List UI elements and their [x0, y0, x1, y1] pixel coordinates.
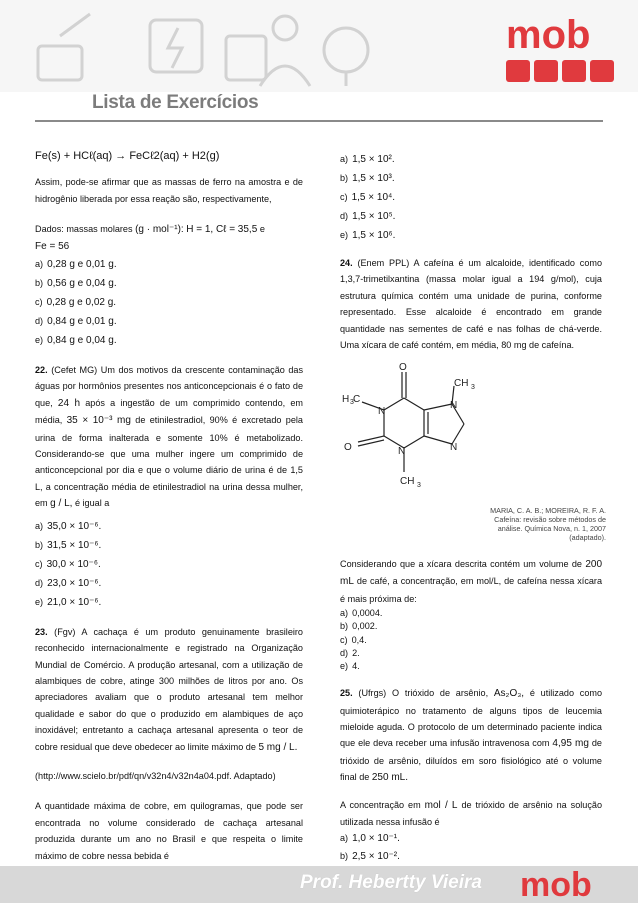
q25-options — [340, 830, 602, 865]
answer-option — [340, 169, 602, 188]
option-letter: d) — [35, 577, 44, 588]
option-text: 2. — [352, 647, 360, 658]
option-letter: b) — [340, 621, 349, 632]
option-text: 0,56 g e 0,04 g. — [47, 278, 117, 290]
option-text: 2,5 × 10⁻². — [352, 850, 400, 862]
caffeine-caption — [356, 506, 606, 542]
option-letter: a) — [340, 833, 349, 844]
option-text: 0,4. — [351, 634, 367, 645]
mol-sub3-left: 3 — [350, 399, 354, 406]
caption-line2: Cafeína: revisão sobre métodos de — [494, 515, 606, 524]
option-letter: e) — [35, 335, 44, 346]
q25-text-b: é utilizado como quimioterápico no tratamento de alguns tipos de leucemia mieloide aguda. O protocolo de um determinado paciente indica que ele deva receber uma infusão intravenosa com — [340, 688, 603, 749]
q23-body: A cachaça é um produto genuinamente brasileiro reconhecido internacionalmente e registrado na Organização Mundial de Comércio. A produção artesanal, com a utilização de alambiques de cobre, atinge 300 milhões de litros por ano. Os apreciadores avaliam que o produto artesanal tem melhor qualidade e sabor do que o produzido em alambiques de aço inoxidável; entretanto a cachaça artesanal apresenta o teor de cobre residual que deve obedecer ao limite máximo de — [35, 626, 303, 752]
option-letter: a) — [340, 608, 349, 619]
right-column-lower — [340, 556, 602, 865]
q22-source: (Cefet MG) — [51, 365, 98, 376]
mol-sub3-top: 3 — [471, 384, 475, 391]
q25-source: (Ufrgs) — [358, 688, 387, 699]
q24-volume: 200 mL — [340, 559, 603, 588]
dados-values: H = 1, Cℓ = 35,5 — [186, 224, 258, 236]
answer-option — [35, 312, 303, 331]
q24-question-a: Considerando que a xícara descrita contém um volume de — [340, 559, 582, 569]
option-text: 4. — [352, 661, 360, 672]
q21-dados — [35, 221, 303, 238]
q23-reference: (http://www.scielo.br/pdf/qn/v32n4/v32n4a04.pdf. Adaptado) — [35, 770, 276, 781]
option-text: 1,5 × 10⁶. — [352, 230, 396, 241]
title-divider — [35, 120, 603, 122]
mol-ch3-bot: CH — [400, 476, 415, 487]
q25-question-b: de trióxido de arsênio na solução utilizada nessa infusão é — [340, 799, 603, 828]
option-text: 1,5 × 10². — [352, 154, 395, 165]
answer-option — [340, 848, 602, 865]
q22-line3: de etinilestradiol, 90% é excretado pela urina de forma inalterada e somente 10% é metabolizado. Considerando-se que uma mulher ingere um comprimido de anticoncepcional por dia e que o volume diário de urina é de 1,5 L, a concentração média de etinilestradiol na urina dessa mulher, em — [35, 415, 303, 509]
answer-option — [340, 207, 602, 226]
mol-o-left: O — [344, 442, 352, 453]
q25-volume: 250 mL. — [371, 772, 408, 784]
option-letter: c) — [35, 297, 43, 308]
option-letter: b) — [35, 278, 44, 289]
mob-logo-footer — [520, 864, 620, 902]
q25-number: 25. — [340, 688, 353, 699]
option-letter: b) — [340, 850, 349, 861]
footer-logo-text: mob — [520, 866, 592, 902]
answer-option — [35, 293, 303, 312]
mob-logo-header — [506, 6, 624, 92]
logo-text: mob — [506, 13, 591, 57]
q21-intro: Assim, pode-se afirmar que as massas de ferro na amostra e de hidrogênio liberada por essa reação são, respectivamente, — [35, 177, 303, 204]
footer-author: Prof. Hebertty Vieira — [300, 872, 482, 893]
answer-option — [340, 607, 602, 620]
answer-option — [35, 574, 303, 593]
dados-fe: Fe = 56 — [35, 240, 70, 252]
option-text: 0,84 g e 0,01 g. — [47, 316, 117, 328]
option-letter: e) — [35, 596, 44, 607]
option-text: 31,5 × 10⁻⁶. — [47, 539, 102, 551]
caption-line3: análise. Química Nova, n. 1, 2007 — [497, 524, 606, 533]
q23-source: (Fgv) — [54, 626, 76, 637]
answer-option — [35, 517, 303, 536]
option-text: 0,28 g e 0,02 g. — [46, 297, 117, 309]
q25-formula: As₂O₃, — [493, 688, 525, 700]
answer-option — [35, 331, 303, 350]
mol-h3c-h: H — [342, 394, 350, 405]
option-letter: c) — [340, 192, 348, 202]
dados-prefix: Dados: massas molares — [35, 224, 133, 235]
option-letter: a) — [35, 520, 44, 531]
option-text: 1,0 × 10⁻¹. — [352, 833, 400, 845]
answer-option — [340, 620, 602, 633]
q22-line2: após a ingestão de um comprimido contendo, em média, — [35, 397, 303, 426]
q23-number: 23. — [35, 626, 48, 637]
q25-question-a: A concentração em — [340, 799, 421, 810]
q22-number: 22. — [35, 365, 48, 376]
q24-number: 24. — [340, 258, 353, 268]
q24-body: A cafeína é um alcaloide, identificado como 1,3,7-trimetilxantina (massa molar igual a 194 g/mol), cuja estrutura química contém uma unidade de purina, conforme representado. Esse alcaloide é encontrado em grande quantidade nas sementes de café e nas folhas de chá-verde. Uma xícara de café contém, em média, 80 mg de cafeína. — [340, 258, 603, 351]
page-title: Lista de Exercícios — [92, 92, 259, 113]
option-letter: c) — [340, 634, 348, 645]
mol-n4: N — [450, 442, 458, 453]
q24-options — [340, 607, 602, 673]
option-letter: a) — [340, 154, 349, 164]
q25-text — [340, 685, 602, 786]
answer-option — [340, 660, 602, 673]
q22-options — [35, 517, 303, 612]
q23-text — [35, 624, 303, 756]
dados-units: (g · mol⁻¹): — [135, 224, 184, 236]
option-text: 1,5 × 10⁵. — [352, 211, 396, 222]
option-letter: e) — [340, 661, 349, 672]
left-column — [35, 148, 303, 864]
option-letter: b) — [35, 539, 44, 550]
q23-limit: 5 mg / L. — [258, 741, 298, 753]
option-letter: c) — [35, 558, 43, 569]
mol-n2: N — [398, 446, 406, 457]
mol-ch3-top: CH — [454, 378, 469, 389]
q25-unit: mol / L — [424, 799, 458, 811]
q23-question: A quantidade máxima de cobre, em quilogramas, que pode ser encontrada no volume considerado de cachaça artesanal produzida durante um ano no Brasil e que respeita o limite máximo de cobre nessa bebida é — [35, 801, 303, 861]
answer-option — [340, 150, 602, 169]
option-text: 0,28 g e 0,01 g. — [47, 259, 117, 271]
q24-source: (Enem PPL) — [357, 258, 410, 268]
answer-option — [35, 274, 303, 293]
answer-option — [340, 226, 602, 245]
option-letter: e) — [340, 230, 349, 240]
q24-question-b: de café, a concentração, em mol/L, de cafeína nessa xícara é mais próxima de: — [340, 576, 603, 604]
header-banner — [0, 0, 638, 92]
answer-option — [35, 255, 303, 274]
right-column — [340, 150, 602, 353]
option-text: 1,5 × 10³. — [352, 173, 395, 184]
answer-option — [35, 555, 303, 574]
caffeine-structure — [340, 358, 500, 498]
q23-options — [340, 150, 602, 245]
option-text: 30,0 × 10⁻⁶. — [46, 558, 101, 570]
option-letter: d) — [340, 211, 349, 221]
answer-option — [340, 647, 602, 660]
reaction-equation: Fe(s) + HCℓ(aq) → FeCℓ2(aq) + H2(g) — [35, 150, 220, 162]
mol-h3c-c: C — [353, 394, 361, 405]
q24-text — [340, 255, 602, 353]
q24-question — [340, 556, 602, 607]
option-text: 23,0 × 10⁻⁶. — [47, 577, 102, 589]
option-text: 0,0004. — [352, 608, 383, 619]
mol-sub3-bot: 3 — [417, 482, 421, 489]
mol-n1: N — [378, 406, 386, 417]
option-text: 1,5 × 10⁴. — [351, 192, 396, 203]
option-text: 0,002. — [352, 621, 378, 632]
mol-o-top: O — [399, 362, 407, 373]
q22-text — [35, 362, 303, 513]
q22-24h: 24 h — [57, 397, 81, 409]
option-text: 35,0 × 10⁻⁶. — [47, 520, 102, 532]
option-text: 21,0 × 10⁻⁶. — [47, 596, 102, 608]
dados-e: e — [259, 224, 265, 235]
q25-mass: 4,95 mg — [552, 738, 589, 750]
answer-option — [35, 536, 303, 555]
q22-unit: g / L, — [50, 498, 73, 510]
option-letter: b) — [340, 173, 349, 183]
option-letter: d) — [340, 647, 349, 658]
q25-text-a: O trióxido de arsênio, — [391, 688, 489, 699]
option-text: 0,84 g e 0,04 g. — [47, 335, 117, 347]
answer-option — [35, 593, 303, 612]
caption-line4: (adaptado). — [569, 533, 606, 542]
answer-option — [340, 188, 602, 207]
q25-text-c: de trióxido de arsênio, diluídos em soro fisiológico até o volume final de — [340, 738, 602, 783]
header-doodles — [30, 6, 380, 92]
q25-question — [340, 797, 602, 831]
answer-option — [340, 830, 602, 847]
caption-line1: MARIA, C. A. B.; MOREIRA, R. F. A. — [490, 506, 606, 515]
answer-option — [340, 634, 602, 647]
mol-n3: N — [450, 400, 458, 411]
option-letter: a) — [35, 259, 44, 270]
q22-line1: Um dos motivos da crescente contaminação das águas por hormônios presentes nos anticoncepcionais é o fato de que, — [35, 365, 304, 408]
option-letter: d) — [35, 316, 44, 327]
q22-dose: 35 × 10⁻³ mg — [66, 415, 131, 427]
q22-end: é igual a — [74, 498, 110, 509]
q21-options — [35, 255, 303, 350]
